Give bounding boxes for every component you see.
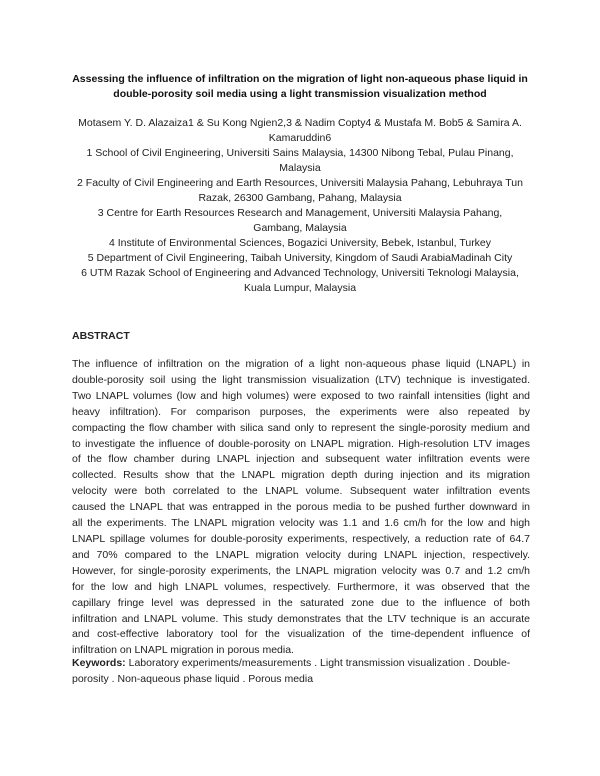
abstract-line: and 70% compared to the LNAPL migration velocity during LNAPL injection, respectively.: [72, 548, 530, 561]
keywords-text-continued: porosity . Non-aqueous phase liquid . Porous media: [72, 673, 314, 685]
abstract-line: heavy infiltration). For comparison purposes, the experiments were also repeated by: [72, 405, 530, 418]
title-line: Assessing the influence of infiltration on the migration of light non-aqueous phase liquid in: [72, 73, 528, 85]
paper-title: [60, 72, 540, 102]
abstract-line: infiltration and LNAPL volume. This study demonstrates that the LTV technique is an accurate: [72, 612, 530, 625]
authors-line: Motasem Y. D. Alazaiza1 & Su Kong Ngien2,3 & Nadim Copty4 & Mustafa M. Bob5 & Samira A.: [78, 117, 522, 129]
abstract-line: The influence of infiltration on the migration of a light non-aqueous phase liquid (LNAPL) in: [72, 358, 530, 370]
keywords-text: Laboratory experiments/measurements . Light transmission visualization . Double-: [125, 657, 511, 669]
abstract-line: LNAPL spillage volumes for double-porosity experiments, respectively, a reduction rate of 64.7: [72, 532, 530, 545]
keywords-label: Keywords:: [72, 657, 126, 669]
abstract-line: caused the LNAPL that was entrapped in the porous media to be pushed further downward in: [72, 501, 530, 514]
affiliation-line: 4 Institute of Environmental Sciences, Bogazici University, Bebek, Istanbul, Turkey: [108, 237, 492, 249]
affiliation-line: 2 Faculty of Civil Engineering and Earth Resources, Universiti Malaysia Pahang, Lebuhraya Tun: [77, 177, 523, 189]
affiliation-line: Malaysia: [279, 162, 321, 174]
affiliation-line: Gambang, Malaysia: [253, 222, 347, 234]
abstract-line: capillary fringe level was depressed in the saturated zone due to the influence of both: [72, 596, 530, 609]
keywords-section: [72, 655, 530, 687]
abstract-line: to investigate the influence of double-porosity on LNAPL migration. High-resolution LTV images: [72, 437, 530, 450]
abstract-line: infiltration on LNAPL migration in porous media.: [72, 644, 294, 657]
abstract-line: for the low and high LNAPL volumes, respectively. Furthermore, it was observed that the: [72, 580, 530, 593]
abstract-line: double-porosity soil using the light transmission visualization (LTV) technique is investigated.: [72, 373, 530, 386]
abstract-line: collected. Results show that the LNAPL migration depth during injection and its migration: [72, 469, 530, 482]
abstract-line: velocity were both correlated to the LNAPL volume. Subsequent water infiltration events: [72, 485, 530, 498]
affiliation-line: 5 Department of Civil Engineering, Taibah University, Kingdom of Saudi ArabiaMadinah City: [87, 252, 513, 264]
abstract-line: Two LNAPL volumes (low and high volumes) were exposed to two rainfall intensities (light and: [72, 389, 530, 402]
authors-line: Kamaruddin6: [268, 132, 332, 144]
abstract-line: compacting the flow chamber with silica sand only to represent the single-porosity medium and: [72, 421, 530, 434]
affiliation-line: 6 UTM Razak School of Engineering and Advanced Technology, Universiti Teknologi Malaysia,: [81, 267, 519, 279]
abstract-line: and cost-effective laboratory tool for the visualization of the time-dependent influence of: [72, 628, 530, 641]
abstract-heading: ABSTRACT: [72, 330, 130, 342]
affiliation-line: Kuala Lumpur, Malaysia: [243, 282, 357, 294]
abstract-line: However, for single-porosity experiments, the LNAPL migration velocity was 0.7 and 1.2 cm/h: [72, 564, 530, 577]
title-line: double-porosity soil media using a light transmission visualization method: [113, 88, 487, 100]
abstract-line: of the flow chamber during LNAPL injection and subsequent water infiltration events were: [72, 453, 530, 466]
affiliation-line: Razak, 26300 Gambang, Pahang, Malaysia: [198, 192, 402, 204]
affiliation-line: 1 School of Civil Engineering, Universiti Sains Malaysia, 14300 Nibong Tebal, Pulau Pinang,: [86, 147, 514, 159]
author-affiliation-block: [62, 116, 538, 296]
affiliation-line: 3 Centre for Earth Resources Research and Management, Universiti Malaysia Pahang,: [97, 207, 503, 219]
abstract-text: [72, 357, 530, 659]
abstract-line: all the experiments. The LNAPL migration velocity was 1.1 and 1.6 cm/h for the low and high: [72, 517, 530, 530]
